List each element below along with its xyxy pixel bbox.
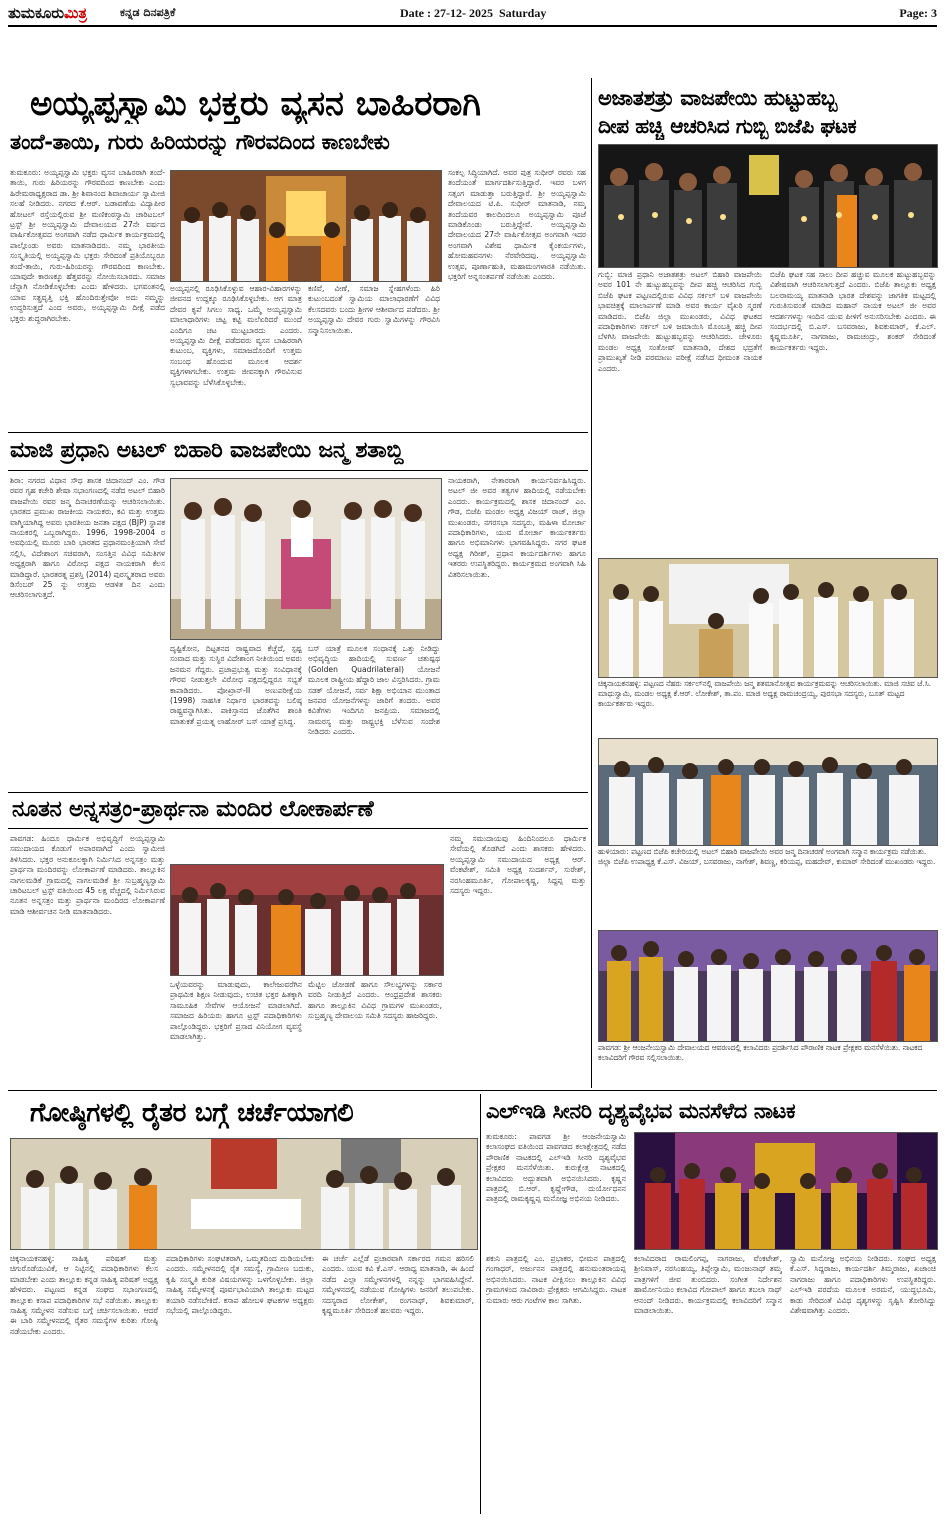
story2-headline: ಅಜಾತಶತ್ರು ವಾಜಪೇಯಿ ಹುಟ್ಟುಹಬ್ಬ	[598, 86, 838, 110]
page-number: Page: 3	[899, 6, 937, 20]
story4-caption3: ಪಾವಗಡ: ಶ್ರೀ ಆಂಜನೇಯಸ್ವಾಮಿ ದೇವಾಲಯದ ಆವರಣದಲ್ಲಿ ಕಲಾವಿದರು ಪ್ರದರ್ಶಿಸಿದ ಪೌರಾಣಿಕ ನಾಟಕ ಪ್ರೇಕ್ಷಕರ ಮನಸೆಳೆಯಿತು. ನಾಟಕದ ಕಲಾವಿದರಿಗೆ ಗೌರವ ಸಲ್ಲಿಸಲಾಯಿತು.	[598, 1043, 923, 1062]
story5-column-right: ನಮ್ಮ ಸಮುದಾಯವು ಹಿಂದಿನಿಂದಲೂ ಧಾರ್ಮಿಕ ಸೇವೆಯಲ್ಲಿ ತೊಡಗಿದೆ ಎಂದು ಶಾಸಕರು ಹೇಳಿದರು. ಅಯ್ಯಪ್ಪಸ್ವಾಮಿ ಸಮುದಾಯದ ಅಧ್ಯಕ್ಷ ಆರ್. ವೆಂಕಟೇಶ್, ಸಮಿತಿ ಅಧ್ಯಕ್ಷ ಸುದರ್ಶನ್, ಸುರೇಶ್, ನರಸಿಂಹಮೂರ್ತಿ, ಗೋಪಾಲಕೃಷ್ಣ, ಸಿದ್ದಪ್ಪ ಮತ್ತು ಸದಸ್ಯರು ಇದ್ದರು.	[450, 834, 586, 896]
story6-column-1: ಚಿಕ್ಕನಾಯಕನಹಳ್ಳಿ: ಸಾಹಿತ್ಯ ಪರಿಷತ್ ಮತ್ತು ಚಿಗುರೊಡೆಯುವಿಕೆ, ಆ ನಿಟ್ಟಿನಲ್ಲಿ ಪದಾಧಿಕಾರಿಗಳು ಕೆಲಸ ಮಾಡಬೇಕು ಎಂದು ತಾಲ್ಲೂಕು ಕನ್ನಡ ಸಾಹಿತ್ಯ ಪರಿಷತ್ ಅಧ್ಯಕ್ಷ ಹೇಳಿದರು. ಪಟ್ಟಣದ ಕನ್ನಡ ಸಂಘದ ಸಭಾಂಗಣದಲ್ಲಿ ತಾಲ್ಲೂಕು ಕಸಾಪ ಪದಾಧಿಕಾರಿಗಳ ಸಭೆ ನಡೆಯಿತು. ತಾಲ್ಲೂಕು ಸಾಹಿತ್ಯ ಸಮ್ಮೇಳನ ನಡೆಸುವ ಬಗ್ಗೆ ಚರ್ಚಿಸಲಾಯಿತು. ಆದರೆ ಈ ಬಾರಿ ಸಮ್ಮೇಳನದಲ್ಲಿ ರೈತರ ಸಮಸ್ಯೆಗಳ ಕುರಿತು ಗೋಷ್ಠಿ ನಡೆಯಬೇಕು ಎಂದರು.	[10, 1254, 158, 1336]
story4-photo1	[598, 558, 938, 678]
story5-column-left: ಪಾವಗಡ: ಹಿಂದೂ ಧಾರ್ಮಿಕ ಅಭಿವೃದ್ಧಿಗೆ ಅಯ್ಯಪ್ಪಸ್ವಾಮಿ ಸಮುದಾಯದ ಕೊಡುಗೆ ಅಪಾರವಾಗಿದೆ ಎಂದು ಸ್ವಾಮೀಜಿ ತಿಳಿಸಿದರು. ಭಕ್ತರ ಅನುಕೂಲಕ್ಕಾಗಿ ನಿರ್ಮಿಸಿದ ಅನ್ನಸತ್ರಂ ಮತ್ತು ಪ್ರಾರ್ಥನಾ ಮಂದಿರವನ್ನು ಲೋಕಾರ್ಪಣೆ ಮಾಡಿದರು. ತಾಲ್ಲೂಕಿನ ನಾಗಲಮಡಿಕೆ ಗ್ರಾಮದಲ್ಲಿ ನಾಗಲಮಡಿಕೆ ಶ್ರೀ ಸುಬ್ರಹ್ಮಣ್ಯಸ್ವಾಮಿ ಚಾರಿಟಬಲ್ ಟ್ರಸ್ಟ್ ವತಿಯಿಂದ 45 ಲಕ್ಷ ವೆಚ್ಚದಲ್ಲಿ ನಿರ್ಮಿಸಿರುವ ನೂತನ ಅನ್ನಸತ್ರಂ ಮತ್ತು ಪ್ರಾರ್ಥನಾ ಮಂದಿರದ ಲೋಕಾರ್ಪಣೆ ಮಾಡಿ ಆಶೀರ್ವಚನ ನೀಡಿ ಮಾತನಾಡಿದರು.	[10, 834, 165, 916]
story1-column-mid2: ಕಣಿವೆ, ವೀಣೆ, ಸಮಾಜ ಸ್ನೇಹಗಳೆಂದು ಹಿರಿ ಕುಟುಂಬದಂತೆ ಸ್ವಾಮಿಯ ಮಾಲಾಧಾರಣೆಗೆ ವಿವಿಧ ಕೆಲಸದವರು ಬಂದು ಶ್ರೀಗಳ ಆಶೀರ್ವಾದ ಪಡೆದರು. ಶ್ರೀ ಅಯ್ಯಪ್ಪಸ್ವಾಮಿ ದೇವರ ಗುರು ಸ್ವಾಮಿಗಳನ್ನು ಗೌರವಿಸಿ ಸನ್ಮಾನಿಸಲಾಯಿತು.	[308, 284, 440, 335]
story4-caption2: ಹುಳಿಯಾರು: ಪಟ್ಟಣದ ಬಿಜೆಪಿ ಕಚೇರಿಯಲ್ಲಿ ಅಟಲ್ ಬಿಹಾರಿ ವಾಜಪೇಯಿ ಅವರ ಜನ್ಮ ದಿನಾಚರಣೆ ಅಂಗವಾಗಿ ಸನ್ಮಾನ ಕಾರ್ಯಕ್ರಮ ನಡೆಯಿತು. ಜಿಲ್ಲಾ ಬಿಜೆಪಿ ಉಪಾಧ್ಯಕ್ಷ ಕೆ.ಎಸ್. ವಿಜಯ್, ಬಸವರಾಜು, ನಾಗೇಶ್, ಶಿವಣ್ಣ, ಕರಿಯಪ್ಪ, ಮಹದೇವ್, ಕುಮಾರ್ ಸೇರಿದಂತೆ ಮುಖಂಡರು ಇದ್ದರು.	[598, 847, 936, 866]
section-divider	[8, 792, 588, 793]
story3-headline: ಮಾಜಿ ಪ್ರಧಾನಿ ಅಟಲ್ ಬಿಹಾರಿ ವಾಜಪೇಯಿ ಜನ್ಮ ಶತಾಬ್ದಿ	[10, 438, 404, 463]
story5-photo	[170, 864, 444, 976]
column-divider	[480, 1094, 481, 1514]
story4-photo2	[598, 738, 938, 846]
date-line: Date : 27-12- 2025 Saturday	[400, 6, 547, 20]
story7-photo	[634, 1132, 938, 1250]
newspaper-logo: ತುಮಕೂರುಮಿತ್ರ	[8, 4, 87, 22]
story7-column-top: ತುಮಕೂರು: ಪಾವಗಡ ಶ್ರೀ ಆಂಜನೇಯಸ್ವಾಮಿ ಕಲಾಸಂಘದ ವತಿಯಿಂದ ಪಾವಗಡದ ಕಲಾಕ್ಷೇತ್ರದಲ್ಲಿ ನಡೆದ ಪೌರಾಣಿಕ ನಾಟಕದಲ್ಲಿ ಎಲ್‌ಇಡಿ ಸೀನರಿ ದೃಶ್ಯವೈಭವ ಪ್ರೇಕ್ಷಕರ ಮನಸೆಳೆಯಿತು. ಕುರುಕ್ಷೇತ್ರ ನಾಟಕದಲ್ಲಿ ಕಲಾವಿದರು ಅದ್ಭುತವಾಗಿ ಅಭಿನಯಿಸಿದರು. ಕೃಷ್ಣನ ಪಾತ್ರದಲ್ಲಿ ಬಿ.ಆರ್. ಕೃಷ್ಣೇಗೌಡ, ದುರ್ಯೋಧನನ ಪಾತ್ರದಲ್ಲಿ ರಾಮಕೃಷ್ಣಪ್ಪ ಮನೋಜ್ಞ ಅಭಿನಯ ನೀಡಿದರು.	[486, 1132, 626, 1204]
story7-column-3: ಸ್ವಾಮಿ ಮನೋಜ್ಞ ಅಭಿನಯ ನೀಡಿದರು. ಸಂಘದ ಅಧ್ಯಕ್ಷ ಕೆ.ಎಸ್. ಸಿದ್ದರಾಜು, ಕಾರ್ಯದರ್ಶಿ ತಿಮ್ಮರಾಜು, ಖಜಾಂಚಿ ನಾಗರಾಜು ಹಾಗೂ ಪದಾಧಿಕಾರಿಗಳು ಉಪಸ್ಥಿತರಿದ್ದರು. ಎಲ್‌ಇಡಿ ಪರದೆಯ ಮೂಲಕ ಅರಮನೆ, ಯುದ್ಧಭೂಮಿ, ಕಾಡು ಸೇರಿದಂತೆ ವಿವಿಧ ದೃಶ್ಯಗಳನ್ನು ಸೃಷ್ಟಿಸಿ ತೋರಿಸಿದ್ದು ವಿಶೇಷವಾಗಿತ್ತು ಎಂದರು.	[790, 1254, 936, 1316]
section-divider	[8, 432, 588, 433]
story5-column-mid: ಒಳ್ಳೆಯವರನ್ನು ಮಾಡುವುದು, ಕಾಲೇಜುವರೆಗಿನ ಪ್ರಾಥಮಿಕ ಶಿಕ್ಷಣ ನೀಡುವುದು, ಉಚಿತ ಭಕ್ತರ ಹಿತಕ್ಕಾಗಿ ಸಾಮೂಹಿಕ ಸೇವೆಗಳ ಆಯೋಜನೆ ಮಾಡಲಾಗಿದೆ. ಸಮಾಜದ ಹಿರಿಯರು ಹಾಗೂ ಟ್ರಸ್ಟ್ ಪದಾಧಿಕಾರಿಗಳು ಪಾಲ್ಗೊಂಡಿದ್ದರು. ಭಕ್ತರಿಗೆ ಪ್ರಸಾದ ವಿನಿಯೋಗ ವ್ಯವಸ್ಥೆ ಮಾಡಲಾಗಿತ್ತು.	[170, 980, 302, 1042]
story7-column-1: ಶಕುನಿ ಪಾತ್ರದಲ್ಲಿ ಎಂ. ಪ್ರಭಾಕರ, ಭೀಮನ ಪಾತ್ರದಲ್ಲಿ ಗಂಗಾಧರ್, ಅರ್ಜುನನ ಪಾತ್ರದಲ್ಲಿ ಹನುಮಂತರಾಯಪ್ಪ ಅಭಿನಯಿಸಿದರು. ನಾಟಕ ವೀಕ್ಷಿಸಲು ತಾಲ್ಲೂಕಿನ ವಿವಿಧ ಗ್ರಾಮಗಳಿಂದ ಸಾವಿರಾರು ಪ್ರೇಕ್ಷಕರು ಆಗಮಿಸಿದ್ದರು. ನಾಟಕ ಸುಮಾರು ಆರು ಗಂಟೆಗಳ ಕಾಲ ಸಾಗಿತು.	[486, 1254, 626, 1305]
story3-column-right: ನಾಯಕರಾಗಿ, ನೇತಾರರಾಗಿ ಕಾರ್ಯನಿರ್ವಹಿಸಿದ್ದರು. ಅಟಲ್ ಜೀ ಅವರ ತತ್ವಗಳ ಹಾದಿಯಲ್ಲಿ ನಡೆಯಬೇಕು ಎಂದರು. ಕಾರ್ಯಕ್ರಮದಲ್ಲಿ ಶಾಸಕ ಚಿದಾನಂದ್ ಎಂ. ಗೌಡ, ಬಿಜೆಪಿ ಮಂಡಲ ಅಧ್ಯಕ್ಷ ವಿಜಯ್ ರಾಜ್, ಜಿಲ್ಲಾ ಮುಖಂಡರು, ನಗರಸಭಾ ಸದಸ್ಯರು, ಮಹಿಳಾ ಮೋರ್ಚಾ ಪದಾಧಿಕಾರಿಗಳು, ಯುವ ಮೋರ್ಚಾ ಕಾರ್ಯಕರ್ತರು ಹಾಗೂ ಅಭಿಮಾನಿಗಳು ಭಾಗವಹಿಸಿದ್ದರು. ನಗರ ಘಟಕ ಅಧ್ಯಕ್ಷ ಗಿರೀಶ್, ಪ್ರಧಾನ ಕಾರ್ಯದರ್ಶಿಗಳು ಹಾಗೂ ಇತರರು ಉಪಸ್ಥಿತರಿದ್ದರು. ಕಾರ್ಯಕ್ರಮದ ಅಂಗವಾಗಿ ಸಿಹಿ ವಿತರಿಸಲಾಯಿತು.	[448, 476, 586, 579]
story5-headline: ನೂತನ ಅನ್ನಸತ್ರಂ-ಪ್ರಾರ್ಥನಾ ಮಂದಿರ ಲೋಕಾರ್ಪಣೆ	[12, 797, 374, 822]
story3-column-mid-b: ಬಸ್ ಯಾತ್ರೆ ಮೂಲಕ ಸಂಧಾನಕ್ಕೆ ಒತ್ತು ನೀಡಿದ್ದು ಅಭಿವೃದ್ಧಿಯ ಹಾದಿಯಲ್ಲಿ ಸುವರ್ಣ ಚತುಷ್ಪಥ (Golden Quadrilateral) ಯೋಜನೆ ಮೂಲಕ ರಾಷ್ಟ್ರೀಯ ಹೆದ್ದಾರಿ ಜಾಲ ವಿಸ್ತರಿಸಿದರು. ಗ್ರಾಮ ಸಡಕ್ ಯೋಜನೆ, ಸರ್ವ ಶಿಕ್ಷಾ ಅಭಿಯಾನ ಮುಂತಾದ ಜನಪರ ಯೋಜನೆಗಳನ್ನು ಜಾರಿಗೆ ತಂದರು. ಅವರ ಕವಿತೆಗಳು ಇಂದಿಗೂ ಜನಪ್ರಿಯ. ಸಮಾಜದಲ್ಲಿ ಸಾಮರಸ್ಯ ಮತ್ತು ರಾಷ್ಟ್ರಭಕ್ತಿ ಬೆಳೆಸುವ ಸಂದೇಶ ನೀಡಿದರು ಎಂದರು.	[308, 644, 440, 737]
story1-column-right: ಸಂಕಲ್ಪ ಸಿದ್ಧಿಯಾಗಿದೆ. ಅವರ ಪುತ್ರ ಸುಧೀರ್ ರವರು ಸಹ ತಂದೆಯಂತೆ ಮಾರ್ಗದರ್ಶಿಸುತ್ತಿದ್ದಾರೆ. ಇವರ ಬಳಗ ಸತ್ಸಂಗ ಮಾಡುತ್ತಾ ಬರುತ್ತಿದ್ದಾರೆ. ಶ್ರೀ ಅಯ್ಯಪ್ಪಸ್ವಾಮಿ ದೇವಾಲಯದ ಟಿ.ಪಿ. ಸುಧೀರ್ ಮಾತನಾಡಿ, ನಮ್ಮ ತಂದೆಯವರ ಕಾಲದಿಂದಲೂ ಅಯ್ಯಪ್ಪಸ್ವಾಮಿ ಪೂಜೆ ಮಾಡಿಕೊಂಡು ಬರುತ್ತಿದ್ದೇವೆ. ಅಯ್ಯಪ್ಪಸ್ವಾಮಿ ದೇವಾಲಯದ 27ನೇ ವಾರ್ಷಿಕೋತ್ಸವ ಅಂಗವಾಗಿ ಇದರ ಅಂಗವಾಗಿ ವಿಶೇಷ ಧಾರ್ಮಿಕ ಕೈಂಕರ್ಯಗಳು, ಹೋಮಹವನಗಳು ನೆರವೇರಿದವು. ಅಯ್ಯಪ್ಪಸ್ವಾಮಿ ಉತ್ಸವ, ಪೂರ್ಣಾಹುತಿ, ಮಹಾಮಂಗಳಾರತಿ ನಡೆಯಿತು. ಭಕ್ತರಿಗೆ ಅನ್ನಸಂತರ್ಪಣೆ ನಡೆಯಿತು ಎಂದರು.	[448, 168, 586, 282]
story2-subheadline: ದೀಪ ಹಚ್ಚಿ ಆಚರಿಸಿದ ಗುಬ್ಬಿ ಬಿಜೆಪಿ ಘಟಕ	[598, 114, 857, 138]
story1-column-left: ತುಮಕೂರು: ಅಯ್ಯಪ್ಪಸ್ವಾಮಿ ಭಕ್ತರು ವ್ಯಸನ ಬಾಹಿರರಾಗಿ ತಂದೆ-ತಾಯಿ, ಗುರು ಹಿರಿಯರನ್ನು ಗೌರವದಿಂದ ಕಾಣಬೇಕು ಎಂದು ಹಿರೇಮಠಾಧ್ಯಕ್ಷರಾದ ಡಾ. ಶ್ರೀ ಶಿವಾನಂದ ಶಿವಾಚಾರ್ಯ ಸ್ವಾಮೀಜಿ ಸಲಹೆ ನೀಡಿದರು. ನಗರದ ಕೆ.ಆರ್. ಬಡಾವಣೆಯ ವಿದ್ಯಾಪೀಠ ಹೋಟಲ್ ರಸ್ತೆಯಲ್ಲಿರುವ ಶ್ರೀ ಮಣಿಕಂಠಸ್ವಾಮಿ ಚಾರಿಟಬಲ್ ಟ್ರಸ್ಟ್ ಶ್ರೀ ಅಯ್ಯಪ್ಪಸ್ವಾಮಿ ದೇವಾಲಯದ 27ನೇ ವರ್ಷದ ವಾರ್ಷಿಕೋತ್ಸವದ ಅಂಗವಾಗಿ ನಡೆದ ಧಾರ್ಮಿಕ ಕಾರ್ಯಕ್ರಮದಲ್ಲಿ ಪಾಲ್ಗೊಂಡು ಅವರು ಮಾತನಾಡಿದರು. ನಮ್ಮ ಭಾರತೀಯ ಸಂಸ್ಕೃತಿಯಲ್ಲಿ ಅಯ್ಯಪ್ಪಸ್ವಾಮಿ ಭಕ್ತರು ಸೇರಿದಂತೆ ಪ್ರತಿಯೊಬ್ಬರೂ ತಂದೆ-ತಾಯಿ, ಗುರು-ಹಿರಿಯರನ್ನು ಗೌರವದಿಂದ ಕಾಣಬೇಕು. ಯಾವುದೇ ಕಾರಣಕ್ಕೂ ಹೆತ್ತವರನ್ನು ನೋಯಿಸಬಾರದು. ಸಮಾಜ ಚೆನ್ನಾಗಿ ನೋಡಿಕೊಳ್ಳಬೇಕು ಎಂದು ಹೇಳಿದರು. ಭಗವಂತನಲ್ಲಿ ಯಾವ ಸತ್ಪ್ರವೃತ್ತಿ ಭಕ್ತಿ ಹೊಂದಿರುತ್ತೇವೋ ಅದು ನಮ್ಮನ್ನು ಉದ್ಧರಿಸುತ್ತದೆ ಎಂದ ಅವರು, ಅಯ್ಯಪ್ಪಸ್ವಾಮಿ ದೀಕ್ಷೆ ಪಡೆದ ಭಕ್ತರು ಶುದ್ಧರಾಗಿರಬೇಕು.	[10, 168, 165, 323]
tagline: ಕನ್ನಡ ದಿನಪತ್ರಿಕೆ	[120, 6, 176, 19]
story6-column-2: ಪದಾಧಿಕಾರಿಗಳು ಸಂಘಟಿತರಾಗಿ, ಒಮ್ಮತದಿಂದ ದುಡಿಯಬೇಕು ಎಂದರು. ಸಮ್ಮೇಳನದಲ್ಲಿ ರೈತ ಸಮಸ್ಯೆ, ಗ್ರಾಮೀಣ ಬದುಕು, ಕೃಷಿ ಸಂಸ್ಕೃತಿ ಕುರಿತ ವಿಷಯಗಳನ್ನು ಒಳಗೊಳ್ಳಬೇಕು. ಜಿಲ್ಲಾ ಸಾಹಿತ್ಯ ಸಮ್ಮೇಳನಕ್ಕೆ ಪೂರ್ವಭಾವಿಯಾಗಿ ತಾಲ್ಲೂಕು ಮಟ್ಟದ ತಯಾರಿ ನಡೆಸಬೇಕಿದೆ. ಕಸಾಪ ಹೋಬಳಿ ಘಟಕಗಳ ಅಧ್ಯಕ್ಷರು ಸಭೆಯಲ್ಲಿ ಪಾಲ್ಗೊಂಡಿದ್ದರು.	[166, 1254, 314, 1316]
story4-caption1: ಚಿಕ್ಕನಾಯಕನಹಳ್ಳಿ: ಪಟ್ಟಣದ ನೆಹರು ಸರ್ಕಲ್‌ನಲ್ಲಿ ವಾಜಪೇಯಿ ಜನ್ಮ ಶತಮಾನೋತ್ಸವ ಕಾರ್ಯಕ್ರಮವನ್ನು ಆಚರಿಸಲಾಯಿತು. ಮಾಜಿ ಸಚಿವ ಜೆ.ಸಿ. ಮಾಧುಸ್ವಾಮಿ, ಮಂಡಲ ಅಧ್ಯಕ್ಷ ಕೆ.ಆರ್. ಲೋಕೇಶ್, ತಾ.ಪಂ. ಮಾಜಿ ಅಧ್ಯಕ್ಷ ರಾಮಚಂದ್ರಯ್ಯ, ಪುರಸಭಾ ಸದಸ್ಯರು, ಬೂತ್ ಮಟ್ಟದ ಕಾರ್ಯಕರ್ತರು ಇದ್ದರು.	[598, 679, 931, 708]
story7-headline: ಎಲ್‌ಇಡಿ ಸೀನರಿ ದೃಶ್ಯವೈಭವ ಮನಸೆಳೆದ ನಾಟಕ	[486, 1099, 796, 1123]
section-divider	[8, 470, 588, 471]
story7-column-2: ಕಲಾವಿದರಾದ ರಾಮಲಿಂಗಪ್ಪ, ನಾಗರಾಜು, ವೆಂಕಟೇಶ್, ಶ್ರೀನಿವಾಸ್, ನರಸಿಂಹಯ್ಯ, ತಿಪ್ಪೇಸ್ವಾಮಿ, ಮಂಜುನಾಥ್ ತಮ್ಮ ಪಾತ್ರಗಳಿಗೆ ಜೀವ ತುಂಬಿದರು. ಸಂಗೀತ ನಿರ್ದೇಶನ ಹಾರ್ಮೋನಿಯಂ ಕಲಾವಿದ ಗೋಪಾಲ್ ಹಾಗೂ ತಬಲಾ ಸಾಥ್ ಆನಂದ್ ನೀಡಿದರು. ಕಾರ್ಯಕ್ರಮದಲ್ಲಿ ಕಲಾವಿದರಿಗೆ ಸನ್ಮಾನ ಮಾಡಲಾಯಿತು.	[634, 1254, 782, 1316]
column-divider	[591, 78, 592, 1088]
story3-photo	[170, 478, 442, 640]
story1-photo	[170, 170, 442, 282]
story1-column-mid: ಅಯ್ಯಪ್ಪನಲ್ಲಿ ರೂಢಿಸಿಕೊಳ್ಳುವ ಆಹಾರ-ವಿಹಾರಗಳನ್ನು ಜೀವನದ ಉದ್ದಕ್ಕೂ ರೂಢಿಸಿಕೊಳ್ಳಬೇಕು. ಆಗ ಮಾತ್ರ ದೇವರ ಕೃಪೆ ಸಿಗಲು ಸಾಧ್ಯ. ಒಮ್ಮೆ ಅಯ್ಯಪ್ಪಸ್ವಾಮಿ ಮಾಲಾಧಾರಿಗಳು ಚಟ್ಟ ಕಟ್ಟಿ ಮಲೆಏರಿದರೆ ಮುಂದೆ ಎಂದಿಗೂ ಚಟ ಮುಟ್ಟಬಾರದು ಎಂದರು. ಅಯ್ಯಪ್ಪಸ್ವಾಮಿ ದೀಕ್ಷೆ ಪಡೆದವರು ವ್ಯಸನ ಬಾಹಿರರಾಗಿ ಕುಟುಂಬ, ವ್ಯಕ್ತಿಗಳು, ಸಮಾಜದೊಂದಿಗೆ ಉತ್ತಮ ಸಂಬಂಧ ಹೊಂದುವ ಮೂಲಕ ಆದರ್ಶ ವ್ಯಕ್ತಿಗಳಾಗಬೇಕು. ಉತ್ತಮ ಜೀವನಕ್ಕಾಗಿ ಗೌರವಿಸುವ ಸ್ವಭಾವವನ್ನು ಬೆಳೆಸಿಕೊಳ್ಳಬೇಕು.	[170, 284, 302, 387]
story3-column-mid-a: ದೃಷ್ಟಿಕೋನ, ದಿಟ್ಟತನದ ರಾಷ್ಟ್ರವಾದ ಕೆಚ್ಚೆದೆ, ಸ್ಪಷ್ಟ ಸಂವಾದ ಮತ್ತು ಸುಸ್ಥಿರ ವಿದೇಶಾಂಗ ನೀತಿಯಿಂದ ಅವರು ಜನಮನ ಗೆದ್ದರು. ಪ್ರಜಾಪ್ರಭುತ್ವ ಮತ್ತು ಸಂವಿಧಾನಕ್ಕೆ ಗೌರವ ನೀಡುತ್ತಲೇ ವಿರೋಧ ಪಕ್ಷದಲ್ಲಿದ್ದರೂ ಸಭ್ಯತೆ ಕಾಪಾಡಿದರು. ಪೋಖ್ರಾನ್-II ಅಣುಪರೀಕ್ಷೆಯ (1998) ಸಾಹಸಿಕ ನಿರ್ಧಾರ ಭಾರತವನ್ನು ಬಲಿಷ್ಠ ರಾಷ್ಟ್ರವನ್ನಾಗಿಸಿತು. ಪಾಕಿಸ್ತಾನದ ಜೊತೆಗಿನ ಶಾಂತಿ ಮಾತುಕತೆ ಪ್ರಯತ್ನ ಲಾಹೋರ್ ಬಸ್ ಯಾತ್ರೆ ಪ್ರಸಿದ್ಧ.	[170, 644, 302, 726]
story1-headline: ಅಯ್ಯಪ್ಪಸ್ವಾಮಿ ಭಕ್ತರು ವ್ಯಸನ ಬಾಹಿರರಾಗಿ	[30, 84, 481, 124]
story2-column-left: ಗುಬ್ಬಿ: ಮಾಜಿ ಪ್ರಧಾನಿ ಅಜಾತಶತ್ರು ಅಟಲ್ ಬಿಹಾರಿ ವಾಜಪೇಯಿ ಅವರ 101 ನೇ ಹುಟ್ಟುಹಬ್ಬವನ್ನು ದೀಪ ಹಚ್ಚಿ ಆಚರಿಸಿದ ಗುಬ್ಬಿ ಬಿಜೆಪಿ ಘಟಕ ಪಟ್ಟಣದಲ್ಲಿರುವ ವಿವಿಧ ಸರ್ಕಲ್ ಬಳಿ ವಾಜಪೇಯಿ ಭಾವಚಿತ್ರಕ್ಕೆ ಮಾಲಾರ್ಪಣೆ ಮಾಡಿ ಅವರ ಕಾರ್ಯ ವೈಖರಿ ಸ್ಮರಣೆ ಮಾಡಿದರು. ಬಿಜೆಪಿ ಜಿಲ್ಲಾ ಮುಖಂಡರು, ವಿವಿಧ ಘಟಕದ ಪದಾಧಿಕಾರಿಗಳು ಸರ್ಕಲ್ ಬಳಿ ಜಮಾಯಿಸಿ ಮೊಂಬತ್ತಿ ಹಚ್ಚಿ ದೀಪ ಬೆಳಗಿಸಿ ವಾಜಪೇಯಿ ಹುಟ್ಟುಹಬ್ಬವನ್ನು ಆಚರಿಸಿದರು. ಚೇಳೂರು ಮಂಡಲ ಅಧ್ಯಕ್ಷ ಸಂತೋಷ್ ಮಾತನಾಡಿ, ದೇಶದ ಭದ್ರತೆಗೆ ಪ್ರಾಮುಖ್ಯತೆ ನೀಡಿ ಪರಮಾಣು ಪರೀಕ್ಷೆ ನಡೆಸಿದ ಧೀಮಂತ ನಾಯಕ ಎಂದರು.	[598, 270, 762, 373]
story5-column-mid2: ಮೆಟ್ಟಿಲ ಜೋಡಣೆ ಹಾಗೂ ಸೌಲಭ್ಯಗಳನ್ನು ಸರ್ಕಾರ ವರದಿ ನೀಡುತ್ತಿದೆ ಎಂದರು. ಆಂಧ್ರಪ್ರದೇಶ ಶಾಸಕರು ಹಾಗೂ ತಾಲ್ಲೂಕಿನ ವಿವಿಧ ಗ್ರಾಮಗಳ ಮುಖಂಡರು, ಸುಬ್ರಹ್ಮಣ್ಯ ದೇವಾಲಯ ಸಮಿತಿ ಸದಸ್ಯರು ಹಾಜರಿದ್ದರು.	[308, 980, 442, 1021]
section-divider	[8, 1090, 937, 1091]
story2-column-right: ಬಿಜೆಪಿ ಘಟಕ ಸಹ ಸಾಲು ದೀಪ ಹಚ್ಚುವ ಮೂಲಕ ಹುಟ್ಟುಹಬ್ಬವನ್ನು ವಿಶೇಷವಾಗಿ ಆಚರಿಸಲಾಗುತ್ತದೆ ಎಂದರು. ಬಿಜೆಪಿ ತಾಲ್ಲೂಕು ಅಧ್ಯಕ್ಷ ಬಲರಾಮಯ್ಯ ಮಾತನಾಡಿ ಭಾರತ ದೇಶವನ್ನು ಜಾಗತಿಕ ಮಟ್ಟದಲ್ಲಿ ಗುರುತಿಸುವಂತೆ ಮಾಡಿದ ಮಹಾನ್ ನಾಯಕ ಅಟಲ್ ಜೀ ಅವರ ಆದರ್ಶಗಳನ್ನು ಇಂದಿನ ಯುವ ಪೀಳಿಗೆ ಅನುಸರಿಸಬೇಕು ಎಂದರು. ಈ ಸಂದರ್ಭದಲ್ಲಿ ಬಿ.ಎಸ್. ಬಸವರಾಜು, ಶಿವಕುಮಾರ್, ಕೆ.ಎಲ್. ಕೃಷ್ಣಮೂರ್ತಿ, ನಾಗರಾಜು, ರಾಮಚಂದ್ರು, ಶಂಕರ್ ಸೇರಿದಂತೆ ಕಾರ್ಯಕರ್ತರು ಇದ್ದರು.	[770, 270, 936, 352]
story6-column-3: ಈ ಚರ್ಚೆ ಎಲ್ಲೆಡೆ ಪ್ರಚಾರವಾಗಿ ಸರ್ಕಾರದ ಗಮನ ಹರಿಸಲಿ ಎಂದರು. ಯುವ ಕವಿ ಕೆ.ಎಸ್. ಆರಾಧ್ಯ ಮಾತನಾಡಿ, ಈ ಹಿಂದೆ ನಡೆದ ಎಲ್ಲಾ ಸಮ್ಮೇಳನಗಳಲ್ಲಿ ನನ್ನನ್ನು ಭಾಗವಹಿಸಿದ್ದೇನೆ. ಸಮ್ಮೇಳನದಲ್ಲಿ ನಡೆಯುವ ಗೋಷ್ಠಿಗಳು ಜನರಿಗೆ ತಲುಪಬೇಕು. ಸದಸ್ಯರಾದ ಲೋಕೇಶ್, ರಂಗನಾಥ್, ಶಿವಕುಮಾರ್, ಕೃಷ್ಣಮೂರ್ತಿ ಸೇರಿದಂತೆ ಹಲವರು ಇದ್ದರು.	[322, 1254, 474, 1316]
section-divider	[8, 828, 588, 829]
masthead-rule	[8, 25, 937, 27]
masthead	[8, 4, 937, 26]
story2-photo	[598, 144, 938, 268]
story1-subheadline: ತಂದೆ-ತಾಯಿ, ಗುರು ಹಿರಿಯರನ್ನು ಗೌರವದಿಂದ ಕಾಣಬೇಕು	[10, 130, 390, 154]
story6-photo	[10, 1138, 478, 1250]
story4-photo3	[598, 930, 938, 1042]
story3-column-left: ಶಿರಾ: ನಗರದ ವಿಧಾನ ಸೌಧ ಶಾಸಕ ಚಿದಾನಂದ್ ಎಂ. ಗೌಡ ರವರ ಗೃಹ ಕಚೇರಿ ಶೇಷಾ ಸಭಾಂಗಣದಲ್ಲಿ ನಡೆದ ಅಟಲ್ ಬಿಹಾರಿ ವಾಜಪೇಯಿ ರವರ ಜನ್ಮ ದಿನಾಚರಣೆಯನ್ನು ಆಚರಿಸಲಾಯಿತು. ಭಾರತದ ಪ್ರಮುಖ ರಾಜಕೀಯ ನಾಯಕರು, ಕವಿ ಮತ್ತು ಉತ್ತಮ ವಾಗ್ಮಿಯಾಗಿದ್ದ ಅವರು ಭಾರತೀಯ ಜನತಾ ಪಕ್ಷದ (BJP) ಸ್ಥಾಪಕ ನಾಯಕರಲ್ಲಿ ಒಬ್ಬರಾಗಿದ್ದರು. 1996, 1998-2004 ರ ಅವಧಿಯಲ್ಲಿ ಮೂರು ಬಾರಿ ಭಾರತದ ಪ್ರಧಾನಮಂತ್ರಿಯಾಗಿ ಸೇವೆ ಸಲ್ಲಿಸಿ, ವಿದೇಶಾಂಗ ಸಚಿವರಾಗಿ, ಸಂಸತ್ತಿನ ವಿವಿಧ ಸಮಿತಿಗಳ ಅಧ್ಯಕ್ಷರಾಗಿ ಹಾಗೂ ವಿರೋಧ ಪಕ್ಷದ ನಾಯಕರಾಗಿ ಕೆಲಸ ಮಾಡಿದ್ದಾರೆ. ಭಾರತರತ್ನ ಪ್ರಶಸ್ತಿ (2014) ಪುರಸ್ಕೃತರಾದ ಅವರು ಡಿಸೆಂಬರ್ 25 ನ್ನು ಉತ್ತಮ ಆಡಳಿತ ದಿನ ಎಂದು ಆಚರಿಸಲಾಗುತ್ತದೆ.	[10, 476, 165, 600]
story6-headline: ಗೋಷ್ಠಿಗಳಲ್ಲಿ ರೈತರ ಬಗ್ಗೆ ಚರ್ಚೆಯಾಗಲಿ	[30, 1098, 354, 1128]
